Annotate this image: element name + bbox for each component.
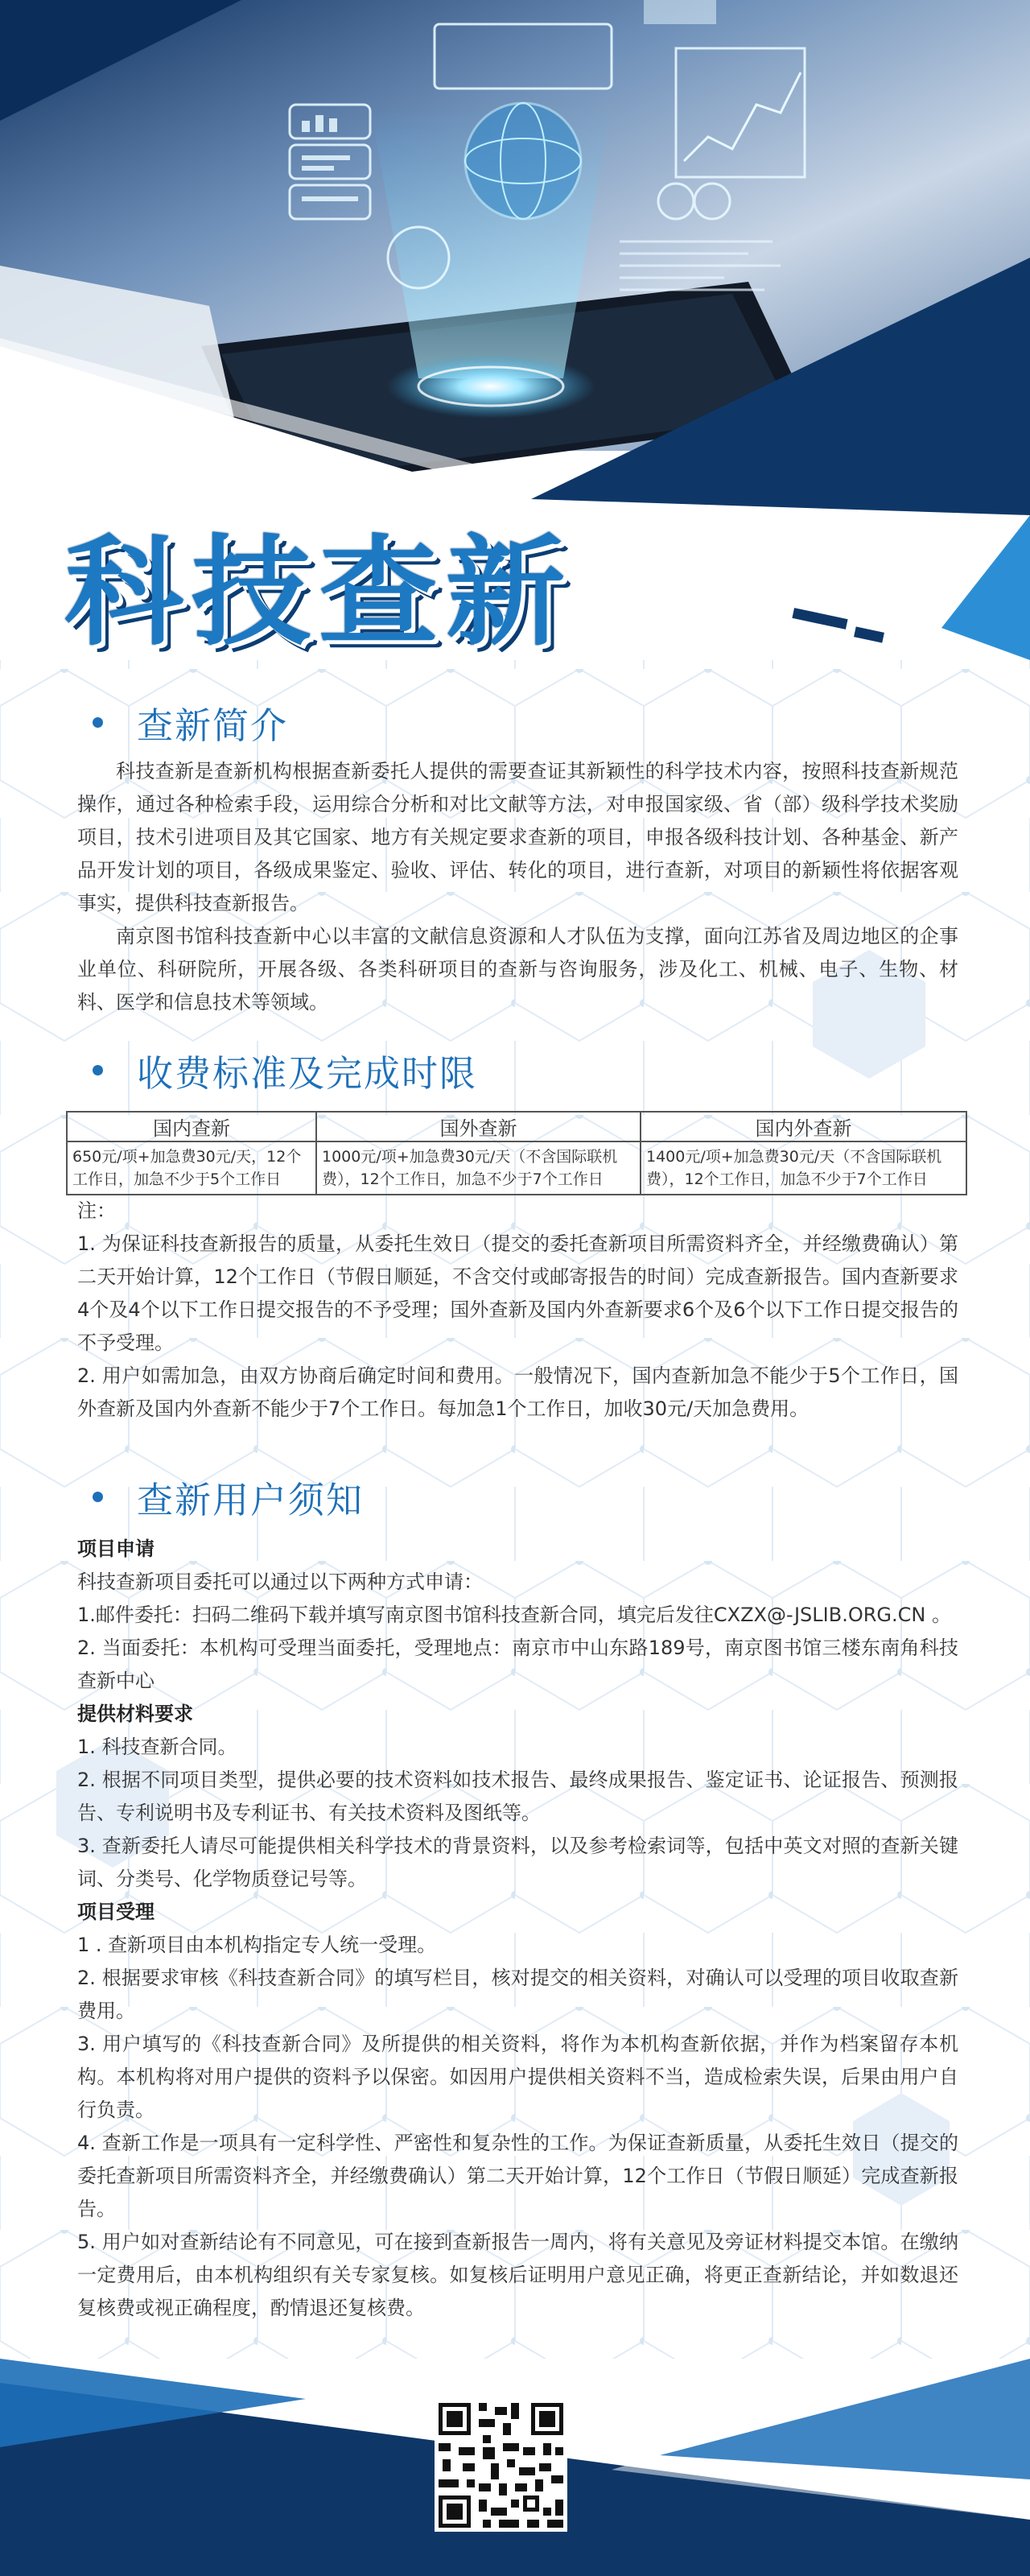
note-item: 1. 为保证科技查新报告的质量，从委托生效日（提交的委托查新项目所需资料齐全，并经缴费确认）第二天开始计算，12个工作日（节假日顺延，不含交付或邮寄报告的时间）完成查新报告。国内查新要求4个及4个以下工作日提交报告的不予受理；国外查新及国内外查新要求6个及6个以下工作日提交报告的不予受理。 xyxy=(77,1232,958,1354)
section-heading-fees xyxy=(93,1042,477,1098)
table-cell: 1400元/项+加急费30元/天（不含国际联机费），12个工作日，加急不少于7个工作日 xyxy=(641,1141,966,1195)
table-cell: 1000元/项+加急费30元/天（不含国际联机费），12个工作日，加急不少于7个工作日 xyxy=(316,1141,641,1195)
list-item: 1 . 查新项目由本机构指定专人统一受理。 xyxy=(77,1934,437,1956)
table-header-cell: 国内查新 xyxy=(67,1112,316,1141)
section-heading-text: 查新用户须知 xyxy=(137,1478,365,1521)
list-item: 科技查新项目委托可以通过以下两种方式申请： xyxy=(77,1571,483,1593)
bullet-icon xyxy=(93,1065,103,1075)
intro-text xyxy=(77,755,958,1019)
subheading-acceptance: 项目受理 xyxy=(77,1901,154,1923)
fee-table xyxy=(66,1111,967,1195)
table-header-cell: 国内外查新 xyxy=(641,1112,966,1141)
note-label: 注： xyxy=(77,1199,116,1222)
list-item: 1.邮件委托：扫码二维码下载并填写南京图书馆科技查新合同，填完后发往CXZX@-JSLIB.ORG.CN 。 xyxy=(77,1604,951,1626)
bullet-icon xyxy=(93,717,103,728)
notice-text xyxy=(77,1533,958,2325)
section-heading-text: 查新简介 xyxy=(137,704,289,747)
list-item: 3. 用户填写的《科技查新合同》及所提供的相关资料，将作为本机构查新依据，并作为档案留存本机构。本机构将对用户提供的资料予以保密。如因用户提供相关资料不当，造成检索失误，后果由用户自行负责。 xyxy=(77,2033,958,2121)
table-header-row xyxy=(67,1112,966,1141)
table-row xyxy=(67,1141,966,1195)
bullet-icon xyxy=(93,1492,103,1502)
intro-paragraph: 科技查新是查新机构根据查新委托人提供的需要查证其新颖性的科学技术内容，按照科技查新规范操作，通过各种检索手段，运用综合分析和对比文献等方法，对申报国家级、省（部）级科学技术奖励项目，技术引进项目及其它国家、地方有关规定要求查新的项目，申报各级科技计划、各种基金、新产品开发计划的项目，各级成果鉴定、验收、评估、转化的项目，进行查新，对项目的新颖性将依据客观事实，提供科技查新报告。 xyxy=(77,760,958,914)
subheading-apply: 项目申请 xyxy=(77,1538,154,1560)
page-title: 科技查新 xyxy=(64,523,573,660)
subheading-materials: 提供材料要求 xyxy=(77,1703,193,1725)
list-item: 4. 查新工作是一项具有一定科学性、严密性和复杂性的工作。为保证查新质量，从委托生效日（提交的委托查新项目所需资料齐全，并经缴费确认）第二天开始计算，12个工作日（节假日顺延）完成查新报告。 xyxy=(77,2132,958,2220)
section-heading-text: 收费标准及完成时限 xyxy=(137,1051,478,1095)
list-item: 3. 查新委托人请尽可能提供相关科学技术的背景资料，以及参考检索词等，包括中英文对照的查新关键词、分类号、化学物质登记号等。 xyxy=(77,1835,958,1890)
section-heading-intro xyxy=(93,694,288,750)
list-item: 5. 用户如对查新结论有不同意见，可在接到查新报告一周内，将有关意见及旁证材料提交本馆。在缴纳一定费用后，由本机构组织有关专家复核。如复核后证明用户意见正确，将更正查新结论，并如数退还复核费或视正确程度，酌情退还复核费。 xyxy=(77,2231,958,2319)
qr-code-icon[interactable] xyxy=(435,2399,567,2532)
list-item: 2. 根据不同项目类型，提供必要的技术资料如技术报告、最终成果报告、鉴定证书、论证报告、预测报告、专利说明书及专利证书、有关技术资料及图纸等。 xyxy=(77,1769,958,1824)
section-heading-notice xyxy=(93,1468,364,1525)
fee-notes xyxy=(77,1195,958,1426)
list-item: 1. 科技查新合同。 xyxy=(77,1736,237,1758)
table-header-cell: 国外查新 xyxy=(316,1112,641,1141)
note-item: 2. 用户如需加急，由双方协商后确定时间和费用。一般情况下，国内查新加急不能少于5个工作日，国外查新及国内外查新不能少于7个工作日。每加急1个工作日，加收30元/天加急费用。 xyxy=(77,1364,958,1420)
list-item: 2. 根据要求审核《科技查新合同》的填写栏目，核对提交的相关资料，对确认可以受理的项目收取查新费用。 xyxy=(77,1967,958,2022)
list-item: 2. 当面委托：本机构可受理当面委托，受理地点：南京市中山东路189号，南京图书馆三楼东南角科技查新中心 xyxy=(77,1637,958,1692)
table-cell: 650元/项+加急费30元/天，12个工作日，加急不少于5个工作日 xyxy=(67,1141,316,1195)
intro-paragraph: 南京图书馆科技查新中心以丰富的文献信息资源和人才队伍为支撑，面向江苏省及周边地区的企事业单位、科研院所，开展各级、各类科研项目的查新与咨询服务，涉及化工、机械、电子、生物、材料、医学和信息技术等领域。 xyxy=(77,925,958,1013)
